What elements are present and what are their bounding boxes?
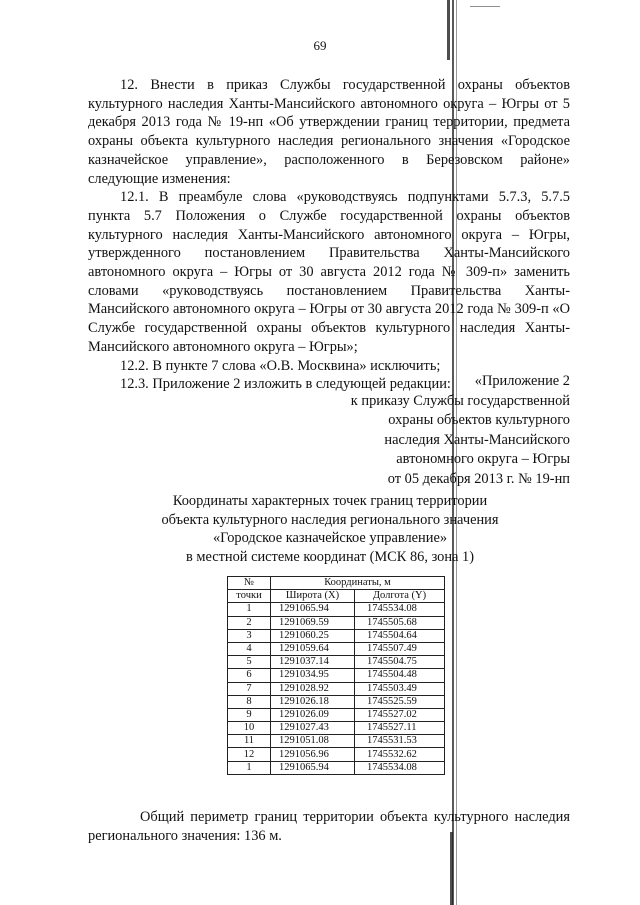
table-title-line: «Городское казначейское управление» [212,530,448,546]
longitude-cell: 1745504.75 [355,656,445,669]
table-row [228,616,445,629]
table-row [228,708,445,721]
latitude-cell: 1291059.64 [271,642,355,655]
header-longitude: Долгота (Y) [355,590,445,603]
table-row [228,735,445,748]
point-number-cell: 10 [228,722,271,735]
amendment-text [88,76,570,394]
appendix-line: к приказу Службы государственной [350,392,570,409]
table-title [0,492,640,566]
longitude-cell: 1745507.49 [355,642,445,655]
appendix-line: «Приложение 2 [474,373,570,389]
paragraph-12-1: 12.1. В преамбуле слова «руководствуясь подпунктами 5.7.3, 5.7.5 пункта 5.7 Положения о Службе государственной охраны объектов культурного наследия Ханты-Мансийского автономного округа – Югры, утвержденного постановлением Правительства Ханты-Мансийского автономного округа – Югры от 30 августа 2012 года № 309-п» заменить словами «руководствуясь постановлением Правительства Ханты-Мансийского автономного округа – Югры от 30 августа 2012 года № 309-п «О Службе государственной охраны объектов культурного наследия Ханты-Мансийского автономного округа – Югры»; [88,189,570,355]
longitude-cell: 1745525.59 [355,695,445,708]
point-number-cell: 1 [228,603,271,616]
point-number-cell: 3 [228,629,271,642]
point-number-cell: 7 [228,682,271,695]
latitude-cell: 1291051.08 [271,735,355,748]
longitude-cell: 1745531.53 [355,735,445,748]
paragraph-12-3: 12.3. Приложение 2 изложить в следующей редакции: [120,376,451,393]
table-row [228,682,445,695]
table-row [228,761,445,774]
appendix-line: автономного округа – Югры [396,451,570,467]
appendix-line: от 05 декабря 2013 г. № 19-нп [387,470,570,487]
paragraph-12: 12. Внести в приказ Службы государственной охраны объектов культурного наследия Ханты-Мансийского автономного округа – Югры от 5 декабря 2013 года № 19-нп «Об утверждении границ территории, предмета охраны объекта культурного наследия регионального значения «Городское казначейское управление», расположенного в Березовском районе» следующие изменения: [88,77,570,187]
longitude-cell: 1745504.64 [355,629,445,642]
point-number-cell: 2 [228,616,271,629]
latitude-cell: 1291026.09 [271,708,355,721]
paragraph-12-2: 12.2. В пункте 7 слова «О.В. Москвина» исключить; [120,357,441,374]
table-row [228,603,445,616]
table-row [228,642,445,655]
header-latitude: Широта (X) [271,590,355,603]
point-number-cell: 11 [228,735,271,748]
point-number-cell: 9 [228,708,271,721]
coordinates-table-body [228,603,445,774]
appendix-line: наследия Ханты-Мансийского [384,431,570,448]
table-row [228,695,445,708]
table-row [228,722,445,735]
longitude-cell: 1745527.02 [355,708,445,721]
perimeter-note [88,808,570,845]
latitude-cell: 1291069.59 [271,616,355,629]
page-number: 69 [313,38,327,53]
point-number-cell: 5 [228,656,271,669]
latitude-cell: 1291065.94 [271,603,355,616]
longitude-cell: 1745534.08 [355,761,445,774]
longitude-cell: 1745504.48 [355,669,445,682]
table-row [228,656,445,669]
perimeter-text: Общий периметр границ территории объекта культурного наследия регионального значения: 136 м. [88,809,570,844]
latitude-cell: 1291027.43 [271,722,355,735]
longitude-cell: 1745534.08 [355,603,445,616]
coordinates-table [227,576,445,775]
latitude-cell: 1291065.94 [271,761,355,774]
appendix-header [351,372,570,489]
latitude-cell: 1291034.95 [271,669,355,682]
header-coordinates: Координаты, м [271,577,445,590]
table-row [228,629,445,642]
latitude-cell: 1291026.18 [271,695,355,708]
point-number-cell: 4 [228,642,271,655]
latitude-cell: 1291037.14 [271,656,355,669]
table-title-line: в местной системе координат (МСК 86, зона 1) [185,548,475,565]
header-point-number: № [228,577,271,590]
table-row [228,748,445,761]
latitude-cell: 1291028.92 [271,682,355,695]
scan-artifact-line [470,6,500,7]
latitude-cell: 1291056.96 [271,748,355,761]
longitude-cell: 1745527.11 [355,722,445,735]
header-point-label: точки [228,590,271,603]
appendix-line: охраны объектов культурного [388,412,570,428]
point-number-cell: 1 [228,761,271,774]
table-title-line: Координаты характерных точек границ территории [172,493,488,509]
longitude-cell: 1745503.49 [355,682,445,695]
point-number-cell: 12 [228,748,271,761]
table-title-line: объекта культурного наследия регионального значения [161,511,499,528]
latitude-cell: 1291060.25 [271,629,355,642]
point-number-cell: 6 [228,669,271,682]
longitude-cell: 1745532.62 [355,748,445,761]
longitude-cell: 1745505.68 [355,616,445,629]
table-row [228,669,445,682]
point-number-cell: 8 [228,695,271,708]
